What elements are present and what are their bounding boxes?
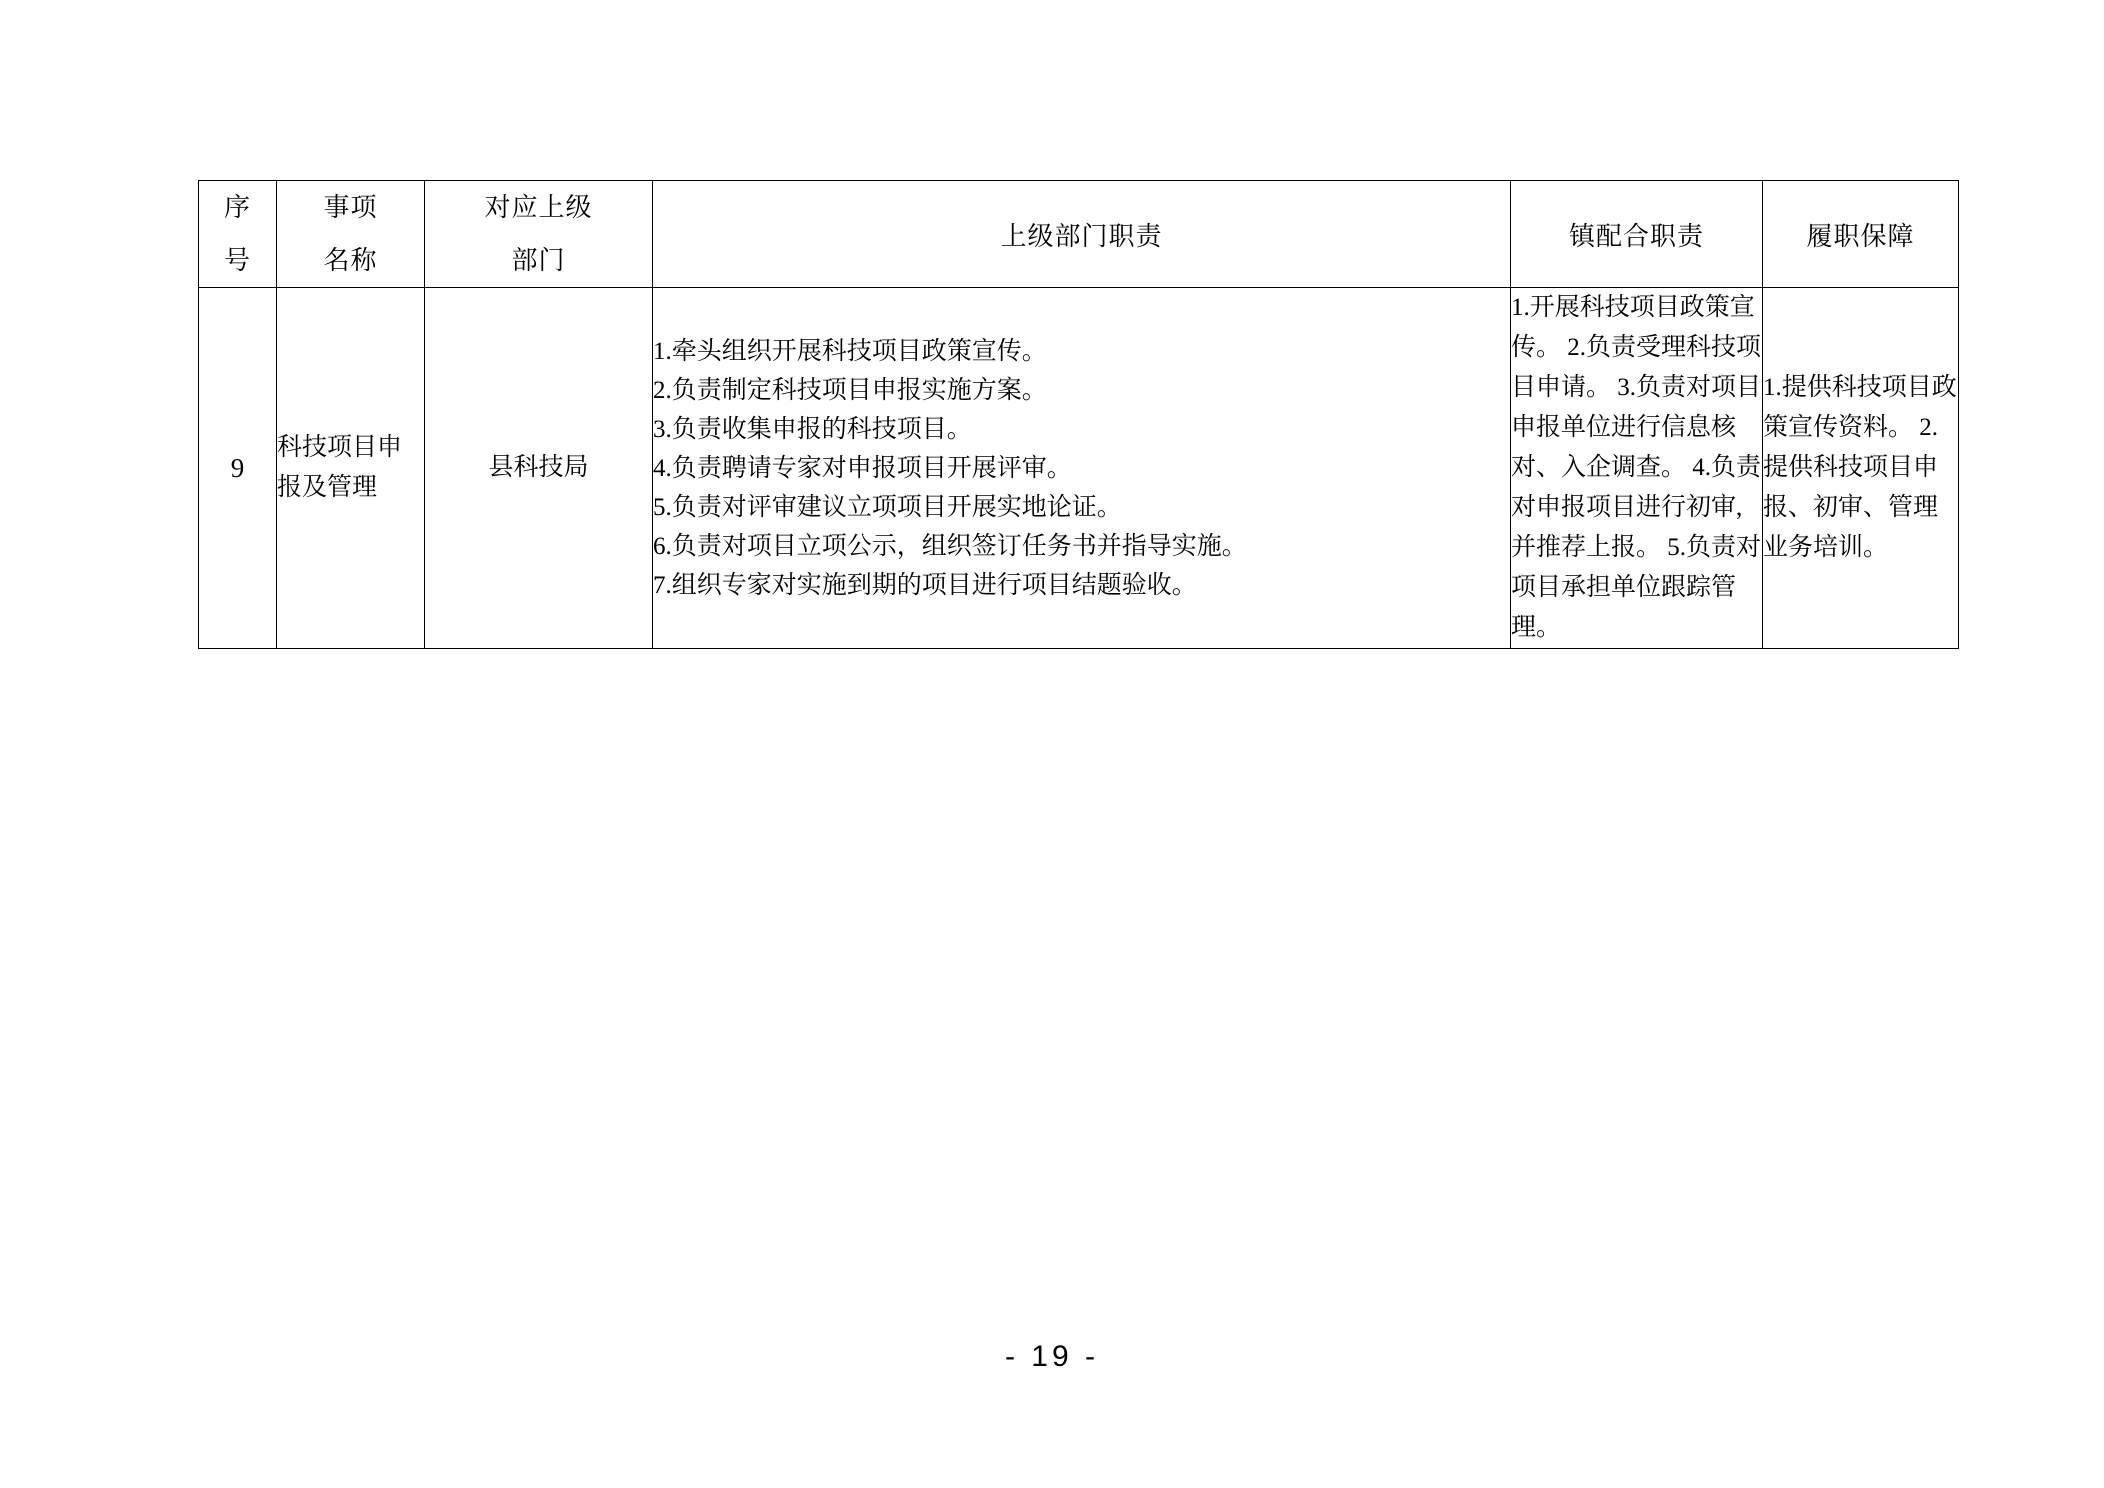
cooperation-item: 3.负责对项目申报单位进行信息核对、入企调查。	[1511, 374, 1762, 481]
header-duty-guarantee: 履职保障	[1763, 181, 1959, 288]
table-header-row	[199, 181, 1959, 288]
cell-duty-guarantee	[1763, 288, 1959, 649]
header-upper-department-line2: 部门	[511, 246, 566, 275]
cooperation-item: 5.负责对项目承担单位跟踪管理。	[1511, 534, 1762, 641]
cell-sequence: 9	[199, 288, 277, 649]
cooperation-item: 4.负责对申报项目进行初审,并推荐上报。	[1511, 454, 1762, 561]
cell-upper-department: 县科技局	[425, 288, 653, 649]
header-item-name	[277, 181, 425, 288]
duty-item: 4.负责聘请专家对申报项目开展评审。	[653, 454, 1072, 482]
header-upper-department	[425, 181, 653, 288]
guarantee-item: 2.提供科技项目申报、初审、管理业务培训。	[1763, 414, 1939, 561]
duty-item: 2.负责制定科技项目申报实施方案。	[653, 376, 1047, 404]
header-town-cooperation: 镇配合职责	[1511, 181, 1763, 288]
header-upper-duties: 上级部门职责	[653, 181, 1511, 288]
header-item-name-line2: 名称	[323, 246, 378, 275]
page-number: - 19 -	[1004, 1340, 1100, 1373]
cooperation-item: 1.开展科技项目政策宣传。	[1511, 294, 1755, 361]
duty-item: 5.负责对评审建议立项项目开展实地论证。	[653, 493, 1122, 521]
cell-item-name: 科技项目申报及管理	[277, 288, 425, 649]
header-sequence	[199, 181, 277, 288]
cell-upper-duties	[653, 288, 1511, 649]
cell-town-cooperation	[1511, 288, 1763, 649]
duty-item: 1.牵头组织开展科技项目政策宣传。	[653, 337, 1047, 365]
header-item-name-line1: 事项	[323, 193, 378, 222]
table-row	[199, 288, 1959, 649]
duty-item: 6.负责对项目立项公示，组织签订任务书并指导实施。	[653, 532, 1247, 560]
responsibility-table	[198, 180, 1959, 649]
duty-item: 3.负责收集申报的科技项目。	[653, 415, 972, 443]
header-sequence-line1: 序	[223, 193, 251, 222]
header-upper-department-line1: 对应上级	[484, 193, 593, 222]
duty-item: 7.组织专家对实施到期的项目进行项目结题验收。	[653, 571, 1197, 599]
cooperation-item: 2.负责受理科技项目申请。	[1511, 334, 1762, 401]
header-sequence-line2: 号	[223, 246, 251, 275]
guarantee-item: 1.提供科技项目政策宣传资料。	[1763, 374, 1957, 441]
